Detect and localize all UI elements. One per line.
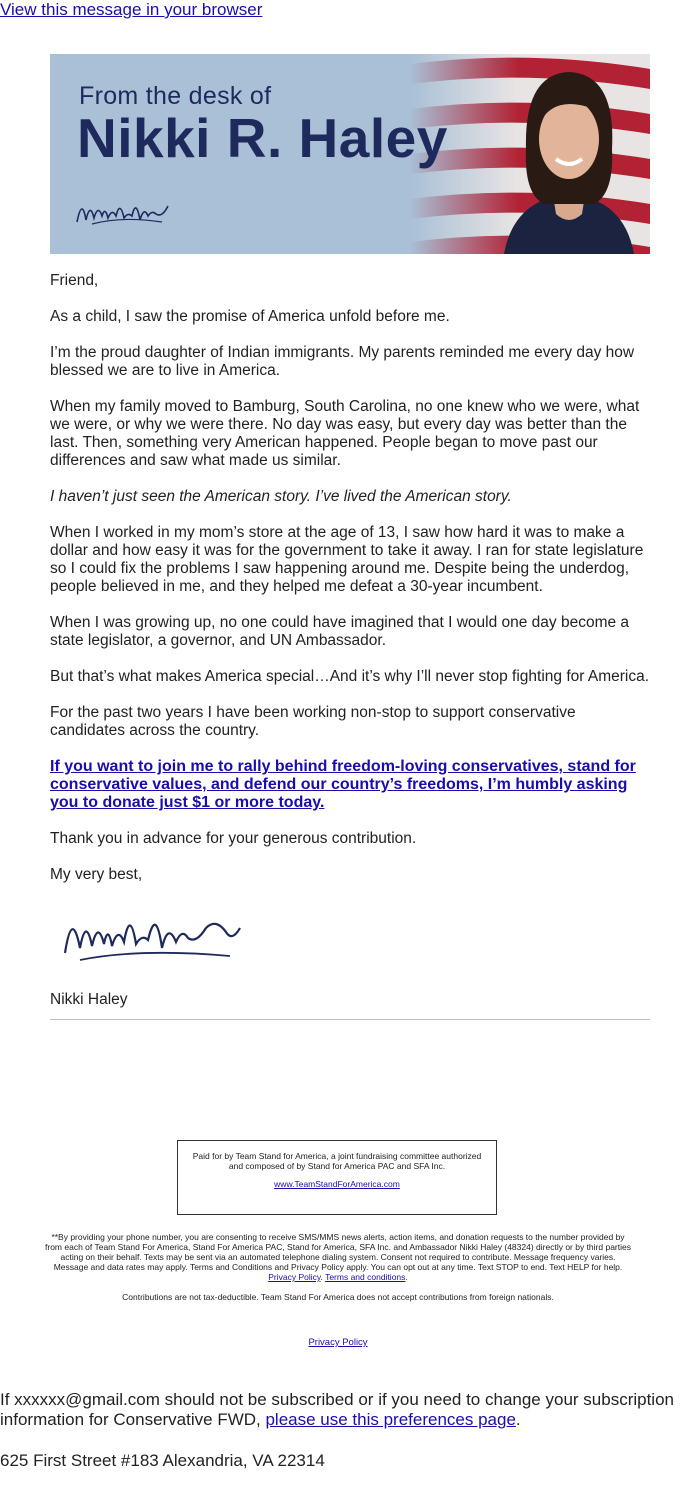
signature-image <box>50 898 250 978</box>
terms-conditions-link[interactable]: Terms and conditions <box>325 1272 406 1282</box>
paragraph: When I was growing up, no one could have imagined that I would one day become a state legislator, a governor, and UN Ambassador. <box>50 614 630 649</box>
closing-line: My very best, <box>50 866 143 883</box>
unsubscribe-notice <box>0 1390 700 1430</box>
paragraph: When I worked in my mom’s store at the age of 13, I saw how hard it was to make a dollar and how easy it was for the government to take it away. I ran for state legislature so I could fix the problems I saw happening around me. Despite being the underdog, people believed in me, and they helped me defeat a 30-year incumbent. <box>50 524 644 595</box>
thanks-line: Thank you in advance for your generous contribution. <box>50 830 417 847</box>
paragraph: For the past two years I have been working non-stop to support conservative candidates across the country. <box>50 704 576 739</box>
sms-disclaimer-text: **By providing your phone number, you are consenting to receive SMS/MMS news alerts, action items, and donation requests to the number provided by from each of Team Stand For America, Stand For America PAC, Stand for America, SFA Inc. and Ambassador Nikki Haley (48324) directly or by third parties acting on their behalf. Texts may be sent via an automated telephone dialing system. Consent not required to contribute. Message frequency varies. Message and data rates may apply. Terms and Conditions and Privacy Policy apply. You can opt out at any time. Text STOP to end. Text HELP for help. <box>45 1232 631 1272</box>
paid-for-box <box>177 1140 497 1215</box>
sms-disclaimer: **By providing your phone number, you are consenting to receive SMS/MMS news alerts, action items, and donation requests to the number provided by from each of Team Stand For America, Stand For America PAC, Stand for America, SFA Inc. and Ambassador Nikki Haley (48324) directly or by third parties acting on their behalf. Texts may be sent via an automated telephone dialing system. Consent not required to contribute. Message frequency varies. Message and data rates may apply. Terms and Conditions and Privacy Policy apply. You can opt out at any time. Text STOP to end. Text HELP for help. Privacy Policy. Terms and conditions. <box>45 1232 631 1282</box>
divider <box>50 1019 650 1020</box>
paragraph: I’m the proud daughter of Indian immigrants. My parents reminded me every day how blessed we are to live in America. <box>50 344 635 379</box>
unsubscribe-suffix: . <box>515 1410 521 1429</box>
website-link[interactable]: www.TeamStandForAmerica.com <box>274 1179 400 1189</box>
paragraph: As a child, I saw the promise of America unfold before me. <box>50 308 450 325</box>
mailing-address: 625 First Street #183 Alexandria, VA 22314 <box>0 1451 325 1470</box>
signer-name: Nikki Haley <box>50 991 128 1008</box>
unsubscribe-text: If xxxxxx@gmail.com should not be subscribed or if you need to change your subscription information for Conservative FWD, <box>0 1390 674 1429</box>
banner-from-line: From the desk of <box>79 82 272 110</box>
letter-body <box>50 272 650 884</box>
header-banner <box>50 54 650 254</box>
paragraph-italic: I haven’t just seen the American story. I’ve lived the American story. <box>50 488 512 505</box>
portrait-photo <box>494 54 644 254</box>
banner-signature-image <box>72 192 172 232</box>
email-container <box>50 54 650 1020</box>
privacy-policy-inline-link[interactable]: Privacy Policy <box>268 1272 321 1282</box>
paragraph: When my family moved to Bamburg, South Carolina, no one knew who we were, what we were, or why we were there. No day was easy, but every day was better than the last. Then, something very American happened. People began to move past our differences and saw what made us similar. <box>50 398 640 469</box>
privacy-policy-link[interactable]: Privacy Policy <box>308 1337 368 1348</box>
greeting: Friend, <box>50 272 99 289</box>
privacy-policy-footer <box>44 1337 632 1348</box>
contributions-note: Contributions are not tax-deductible. Team Stand For America does not accept contributions from foreign nationals. <box>122 1292 554 1302</box>
view-in-browser-link[interactable]: View this message in your browser <box>0 0 263 19</box>
preferences-page-link[interactable]: please use this preferences page <box>265 1410 516 1429</box>
banner-name: Nikki R. Haley <box>77 107 448 169</box>
donate-cta-link[interactable]: If you want to join me to rally behind freedom-loving conservatives, stand for conservative values, and defend our country’s freedoms, I’m humbly asking you to donate just $1 or more today. <box>50 758 636 811</box>
paid-for-text: Paid for by Team Stand for America, a joint fundraising committee authorized and composed of by Stand for America PAC and SFA Inc. <box>192 1151 482 1171</box>
paragraph: But that’s what makes America special…And it’s why I’ll never stop fighting for America. <box>50 668 650 685</box>
